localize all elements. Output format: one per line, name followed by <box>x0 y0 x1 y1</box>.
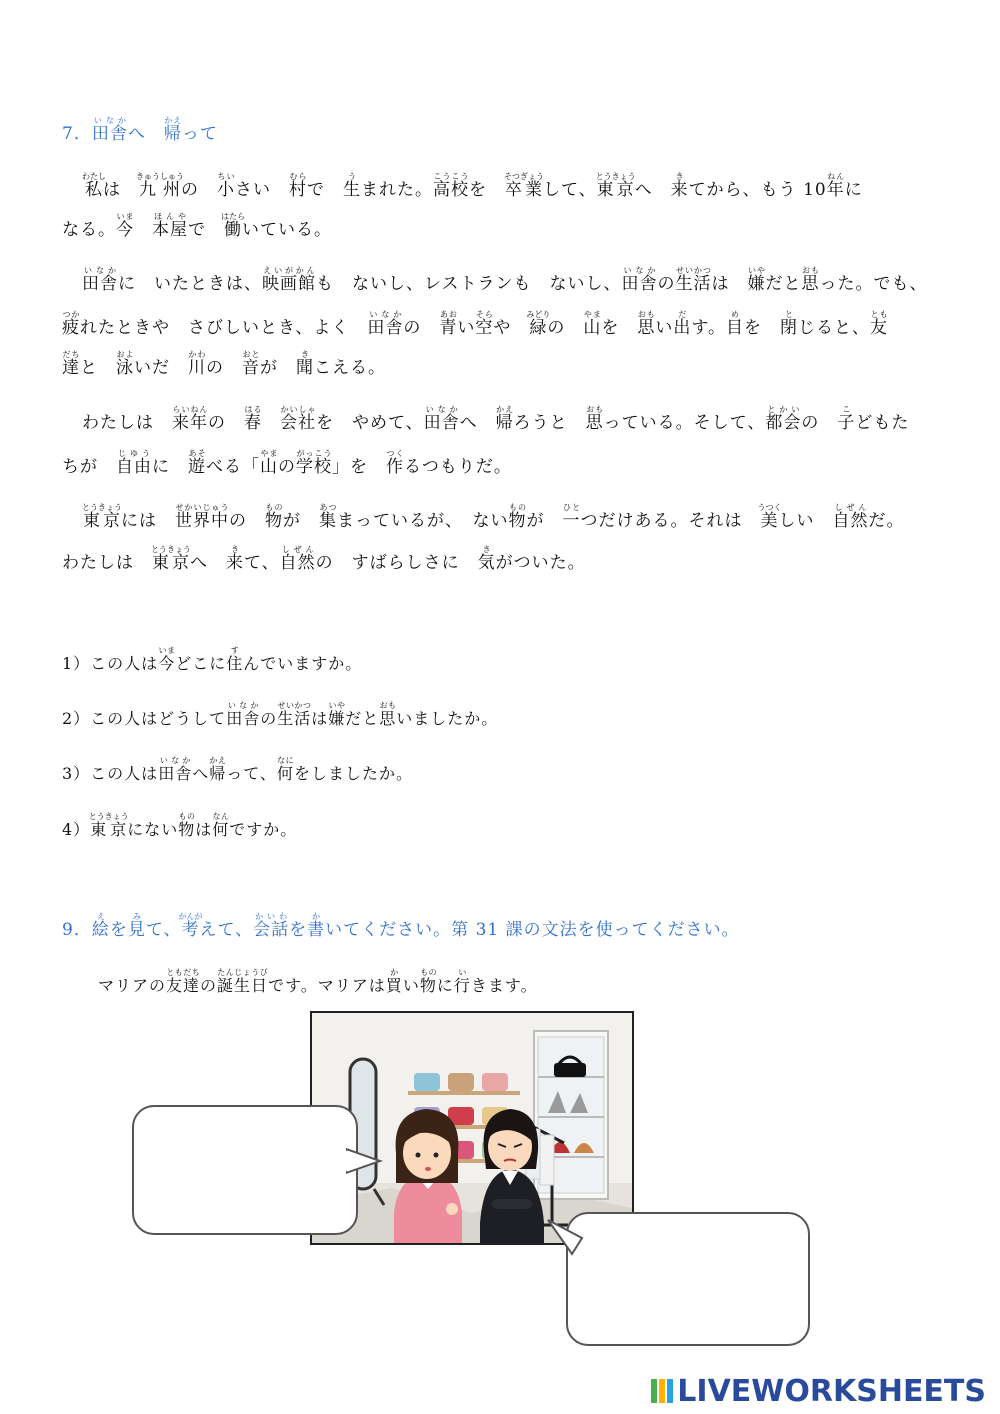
brand-text: LIVEWORKSHEETS <box>677 1374 986 1409</box>
speech-bubble-left[interactable] <box>132 1105 358 1235</box>
liveworksheets-mark-icon <box>651 1379 673 1403</box>
woman-pink-cardigan-icon <box>394 1109 462 1243</box>
paragraph-3-line-2: ちが 自由じゆうに 遊あそべる「山やまの学校がっこう」を 作つくるつもりだ。 <box>62 449 512 477</box>
section-7-heading: 7．田舎いなかへ 帰かえって <box>62 116 218 144</box>
paragraph-2-line-1: 田舎いなかに いたときは、映画館えいがかんも ないし、レストランも ないし、田舎いなかの生活せいかつは 嫌いやだと思おもった。でも、 <box>82 266 928 294</box>
shop-scene <box>312 1013 632 1243</box>
bubble-left-tail <box>346 1147 386 1177</box>
section-9-heading: 9．絵えを見みて、考かんがえて、会話かいわを書かいてください。第 31 課の文法を使ってください。 <box>62 912 740 940</box>
paragraph-4-line-2: わたしは 東京とうきょうへ 来きて、自然しぜんの すばらしさに 気きがついた。 <box>62 545 586 573</box>
paragraph-2-line-3: 達だちと 泳およいだ 川かわの 音おとが 聞きこえる。 <box>62 350 386 378</box>
paragraph-3-line-1: わたしは 来年らいねんの 春はる 会社かいしゃを やめて、田舎いなかへ 帰かえろうと 思おもっている。そして、都会とかいの 子こどもた <box>82 405 910 433</box>
paragraph-1-line-1: 私わたしは 九州きゅうしゅうの 小ちいさい 村むらで 生うまれた。高校こうこうを 卒業そつぎょうして、東京とうきょうへ 来きてから、もう 10年ねんに <box>82 172 863 200</box>
question-3: 3）この人は田舎いなかへ帰かえって、何なにをしましたか。 <box>62 756 413 783</box>
task-prompt: マリアの友達ともだちの誕生日たんじょうびです。マリアは買かい物ものに行いきます。 <box>98 968 538 995</box>
question-2: 2）この人はどうして田舎いなかの生活せいかつは嫌いやだと思おもいましたか。 <box>62 701 499 728</box>
liveworksheets-logo <box>651 1374 986 1409</box>
bubble-right-tail <box>546 1218 586 1258</box>
speech-bubble-right[interactable] <box>566 1212 810 1346</box>
question-4: 4）東京とうきょうにない物ものは何なんですか。 <box>62 812 298 839</box>
paragraph-4-line-1: 東京とうきょうには 世界中せかいじゅうの 物ものが 集あつまっているが、 ない物ものが 一ひとつだけある。それは 美うつくしい 自然しぜんだ。 <box>82 503 905 531</box>
paragraph-1-line-2: なる。今いま 本屋ほんやで 働はたらいている。 <box>62 212 332 240</box>
clothing-shop-illustration <box>310 1011 634 1245</box>
paragraph-2-line-2: 疲つかれたときや さびしいとき、よく 田舎いなかの 青あおい空そらや 緑みどりの 山やまを 思おもい出だす。目めを 閉とじると、友とも <box>62 310 888 338</box>
question-1: 1）この人は今いまどこに住すんでいますか。 <box>62 646 363 673</box>
